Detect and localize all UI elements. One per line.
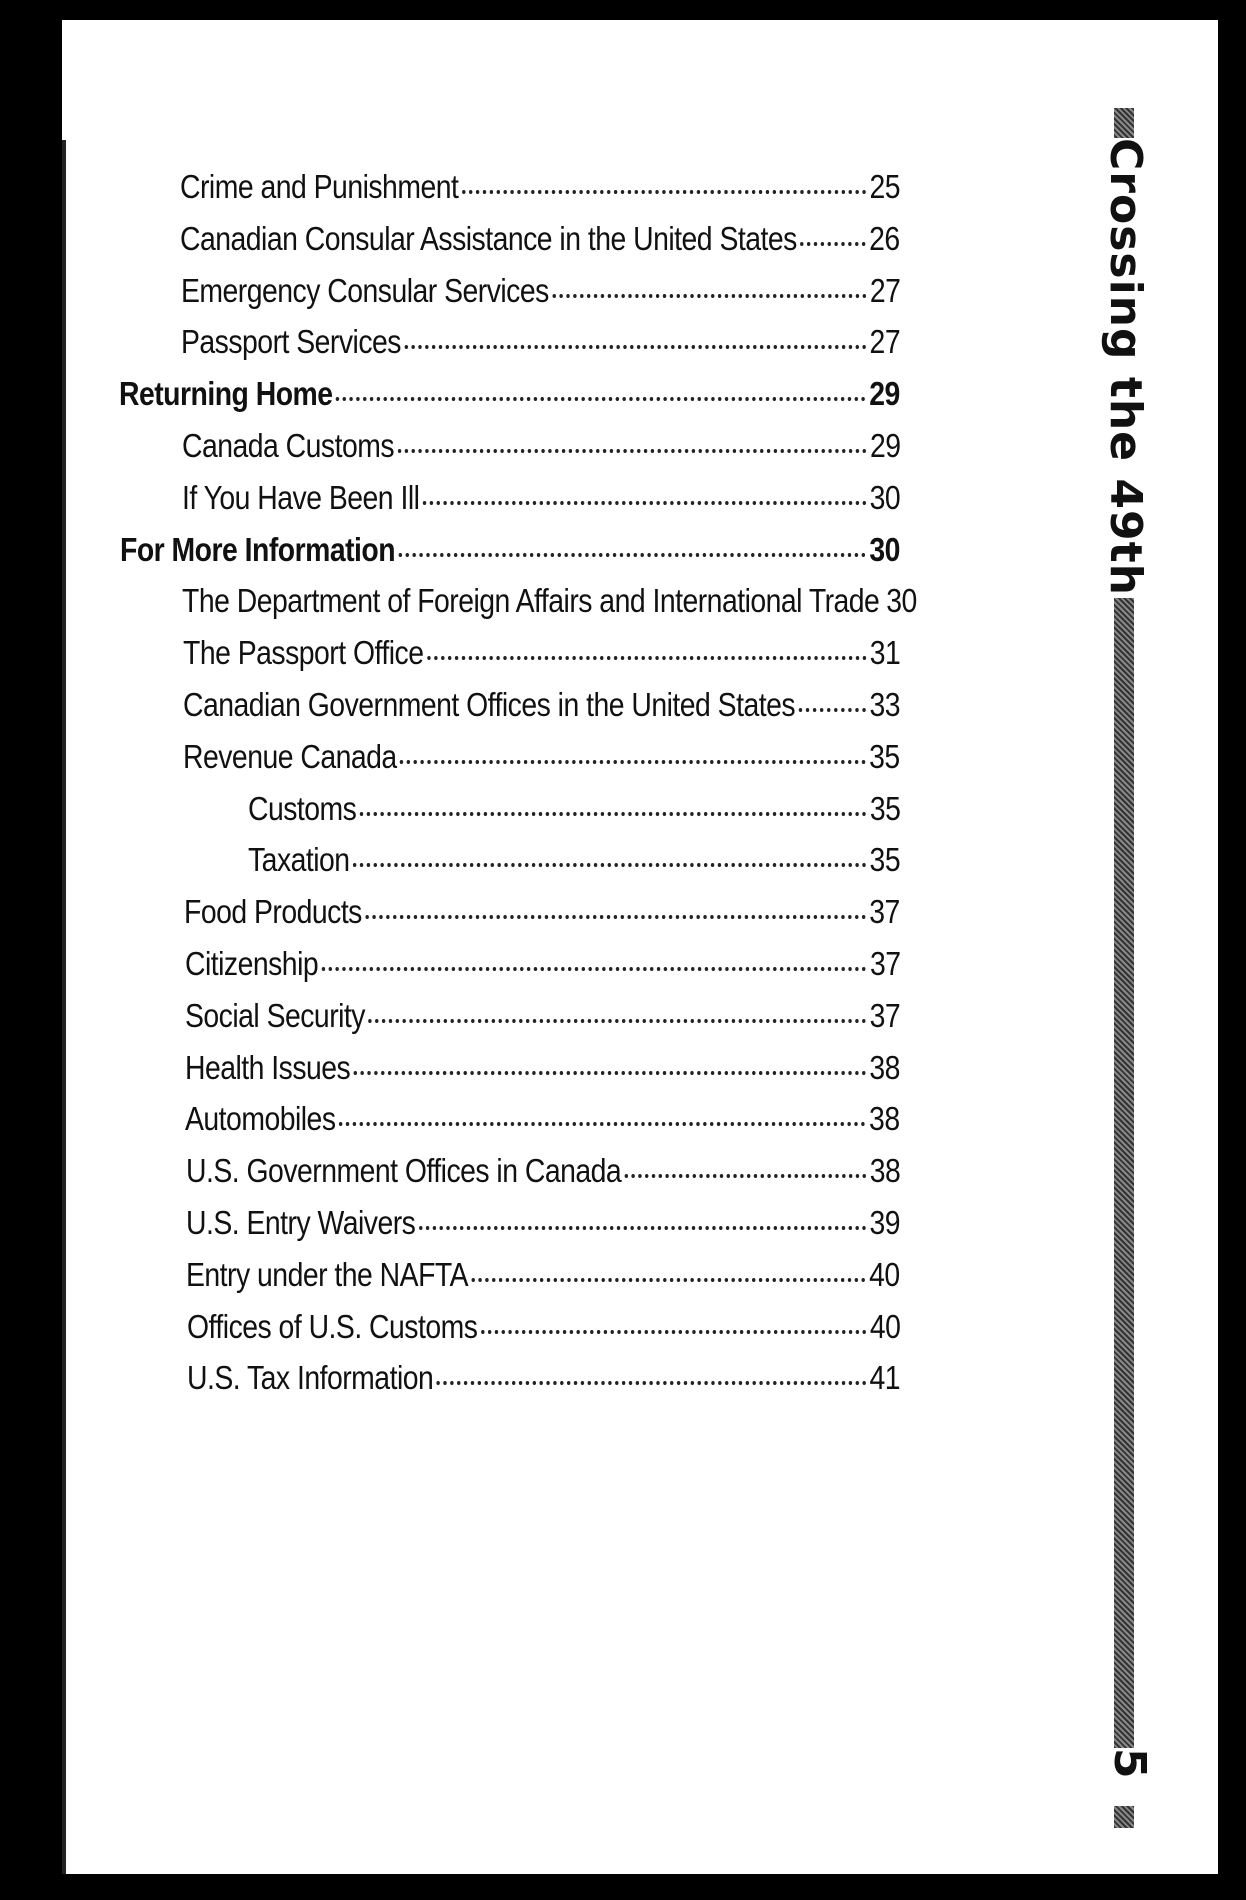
toc-entry (185, 1049, 900, 1097)
toc-entry-label: For More Information (120, 530, 396, 568)
toc-entry-label: U.S. Government Offices in Canada (185, 1152, 621, 1190)
toc-entry (187, 1308, 900, 1356)
toc-entry-page: 30 (869, 530, 900, 568)
page-number: 5 (1104, 1748, 1155, 1779)
toc-entry-page: 41 (869, 1359, 900, 1397)
toc-entry (185, 945, 900, 993)
toc-entry-page: 31 (869, 634, 900, 672)
toc-dot-leader (359, 812, 866, 816)
toc-entry-page: 33 (869, 686, 900, 723)
toc-dot-leader (552, 294, 866, 298)
toc-dot-leader (365, 915, 865, 919)
toc-entry (248, 790, 900, 838)
toc-entry-page: 35 (869, 737, 900, 775)
document-page (62, 20, 1218, 1874)
side-title: Crossing the 49th (1100, 138, 1151, 596)
toc-dot-leader (397, 449, 866, 453)
toc-entry-label: The Passport Office (182, 634, 424, 672)
toc-dot-leader (480, 1330, 866, 1334)
toc-entry-label: Automobiles (185, 1100, 336, 1138)
toc-entry (182, 427, 900, 475)
toc-dot-leader (462, 190, 866, 194)
toc-entry-page: 27 (869, 271, 900, 309)
toc-entry-page: 25 (869, 168, 900, 205)
toc-entry-page: 29 (869, 427, 900, 464)
toc-entry-label: Customs (247, 789, 356, 827)
toc-entry-page: 38 (869, 1152, 900, 1190)
toc-entry (183, 738, 900, 786)
toc-dot-leader (399, 553, 866, 557)
toc-entry-label: Returning Home (119, 375, 333, 413)
toc-entry-page: 38 (869, 1100, 900, 1138)
toc-dot-leader (368, 1019, 866, 1023)
toc-entry-label: U.S. Tax Information (186, 1359, 434, 1397)
table-of-contents (62, 20, 1218, 1874)
toc-dot-leader (321, 967, 866, 971)
toc-entry-page: 37 (869, 893, 900, 931)
toc-dot-leader (404, 345, 866, 349)
toc-dot-leader (419, 1226, 866, 1230)
toc-entry-label: If You Have Been Ill (181, 478, 420, 516)
toc-entry-label: Revenue Canada (183, 737, 397, 775)
toc-entry (186, 1204, 900, 1252)
toc-entry-label: Canada Customs (181, 427, 394, 464)
page-number-box (1092, 1748, 1158, 1806)
toc-entry (120, 531, 900, 579)
toc-entry (186, 1256, 900, 1304)
toc-entry (186, 1152, 900, 1200)
toc-dot-leader (354, 1071, 866, 1075)
toc-entry (187, 1359, 900, 1407)
toc-entry-page: 35 (869, 841, 900, 879)
toc-entry-label: Crime and Punishment (180, 168, 459, 205)
toc-dot-leader (801, 242, 866, 246)
toc-dot-leader (336, 397, 866, 401)
toc-dot-leader (437, 1381, 866, 1385)
toc-entry-label: Emergency Consular Services (180, 271, 549, 309)
toc-entry-page: 27 (869, 323, 900, 361)
toc-entry-page: 40 (869, 1255, 900, 1293)
toc-entry-label: Taxation (247, 841, 350, 879)
toc-dot-leader (798, 708, 866, 712)
toc-entry-page: 30 (886, 582, 918, 620)
toc-dot-leader (427, 656, 866, 660)
toc-entry-page: 35 (869, 789, 900, 827)
toc-entry (185, 1100, 900, 1148)
toc-entry-page: 39 (869, 1204, 900, 1241)
toc-dot-leader (353, 863, 866, 867)
toc-entry-label: Health Issues (185, 1048, 351, 1086)
toc-entry-page: 37 (869, 945, 900, 982)
toc-entry (248, 841, 900, 889)
toc-entry-label: Canadian Consular Assistance in the United States (180, 219, 798, 257)
toc-entry (182, 479, 900, 527)
toc-entry (181, 272, 900, 320)
toc-entry (119, 375, 900, 423)
toc-dot-leader (400, 760, 866, 764)
toc-entry (183, 686, 900, 734)
toc-entry (185, 997, 900, 1045)
toc-entry (183, 634, 900, 682)
toc-entry-page: 37 (869, 996, 900, 1034)
toc-entry-label: Entry under the NAFTA (186, 1255, 469, 1293)
toc-entry-label: Canadian Government Offices in the United States (183, 686, 796, 723)
toc-entry-label: Passport Services (180, 323, 401, 361)
toc-entry-label: Offices of U.S. Customs (186, 1307, 478, 1345)
toc-dot-leader (423, 501, 866, 505)
toc-entry-page: 29 (869, 375, 900, 413)
toc-entry-page: 30 (869, 478, 900, 516)
toc-entry (184, 893, 900, 941)
toc-entry-label: Citizenship (184, 945, 318, 982)
toc-entry-label: U.S. Entry Waivers (186, 1204, 416, 1241)
toc-dot-leader (472, 1278, 866, 1282)
toc-entry-label: The Department of Foreign Affairs and International Trade (182, 582, 880, 620)
side-title-box (1092, 138, 1158, 598)
toc-entry (180, 168, 900, 216)
toc-entry (182, 582, 918, 630)
toc-entry-label: Food Products (184, 893, 363, 931)
toc-dot-leader (624, 1174, 866, 1178)
toc-entry-page: 26 (869, 219, 900, 257)
toc-entry (180, 220, 900, 268)
toc-entry (181, 323, 900, 371)
toc-entry-label: Social Security (184, 996, 365, 1034)
toc-dot-leader (339, 1122, 866, 1126)
toc-entry-page: 40 (869, 1307, 900, 1345)
toc-entry-page: 38 (869, 1048, 900, 1086)
side-strip (1092, 108, 1158, 1828)
